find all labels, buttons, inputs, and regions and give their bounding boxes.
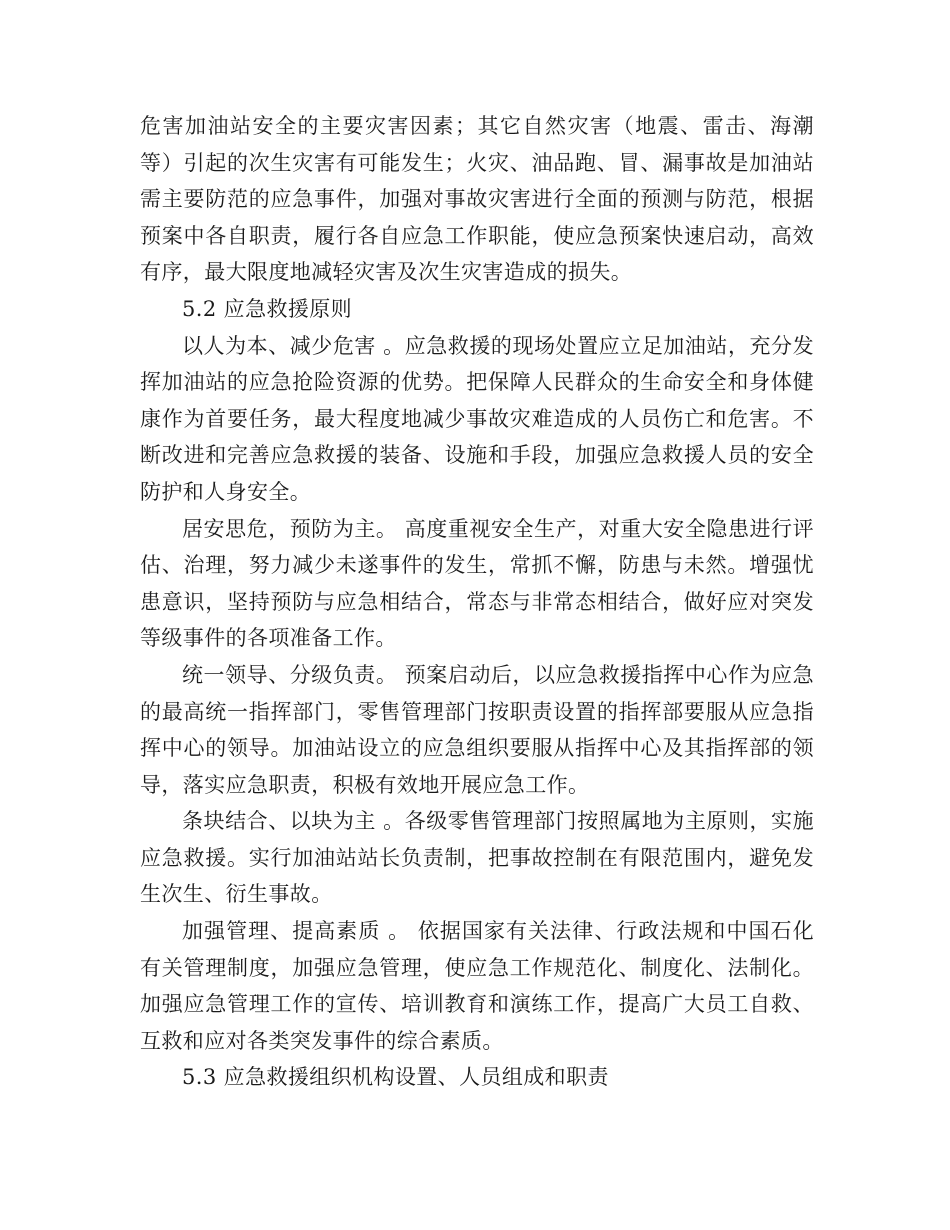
paragraph-management-quality: 加强管理、提高素质 。 依据国家有关法律、行政法规和中国石化有关管理制度，加强应急管理，使应急工作规范化、制度化、法制化。加强应急管理工作的宣传、培训教育和演练工作，提高广大员工自救、互救和应对各类突发事件的综合素质。 — [140, 919, 814, 1053]
paragraph-prevention-first: 居安思危，预防为主。 高度重视安全生产，对重大安全隐患进行评估、治理，努力减少未遂事件的发生，常抓不懈，防患与未然。增强忧患意识，坚持预防与应急相结合，常态与非常态相结合，做好应对突发等级事件的各项准备工作。 — [140, 516, 814, 651]
paragraph-people-oriented: 以人为本、减少危害 。应急救援的现场处置应立足加油站，充分发挥加油站的应急抢险资源的优势。把保障人民群众的生命安全和身体健康作为首要任务，最大程度地减少事故灾难造成的人员伤亡和危害。不断改进和完善应急救援的装备、设施和手段，加强应急救援人员的安全防护和人身安全。 — [140, 333, 814, 504]
paragraph-territorial-principle: 条块结合、以块为主 。各级零售管理部门按照属地为主原则，实施应急救援。实行加油站站长负责制，把事故控制在有限范围内，避免发生次生、衍生事故。 — [140, 809, 814, 907]
paragraph-unified-leadership: 统一领导、分级负责。 预案启动后，以应急救援指挥中心作为应急的最高统一指挥部门，零售管理部门按职责设置的指挥部要服从应急指挥中心的领导。加油站设立的应急组织要服从指挥中心及其指挥部的领导，落实应急职责，积极有效地开展应急工作。 — [140, 662, 814, 797]
section-heading-5-2: 5.2 应急救援原则 — [182, 296, 353, 321]
paragraph-continuation: 危害加油站安全的主要灾害因素；其它自然灾害（地震、雷击、海潮等）引起的次生灾害有可能发生；火灾、油品跑、冒、漏事故是加油站需主要防范的应急事件，加强对事故灾害进行全面的预测与防范，根据预案中各自职责，履行各自应急工作职能，使应急预案快速启动，高效有序，最大限度地减轻灾害及次生灾害造成的损失。 — [140, 114, 814, 285]
section-heading-5-3: 5.3 应急救援组织机构设置、人员组成和职责 — [182, 1065, 609, 1090]
document-body — [140, 108, 814, 1096]
